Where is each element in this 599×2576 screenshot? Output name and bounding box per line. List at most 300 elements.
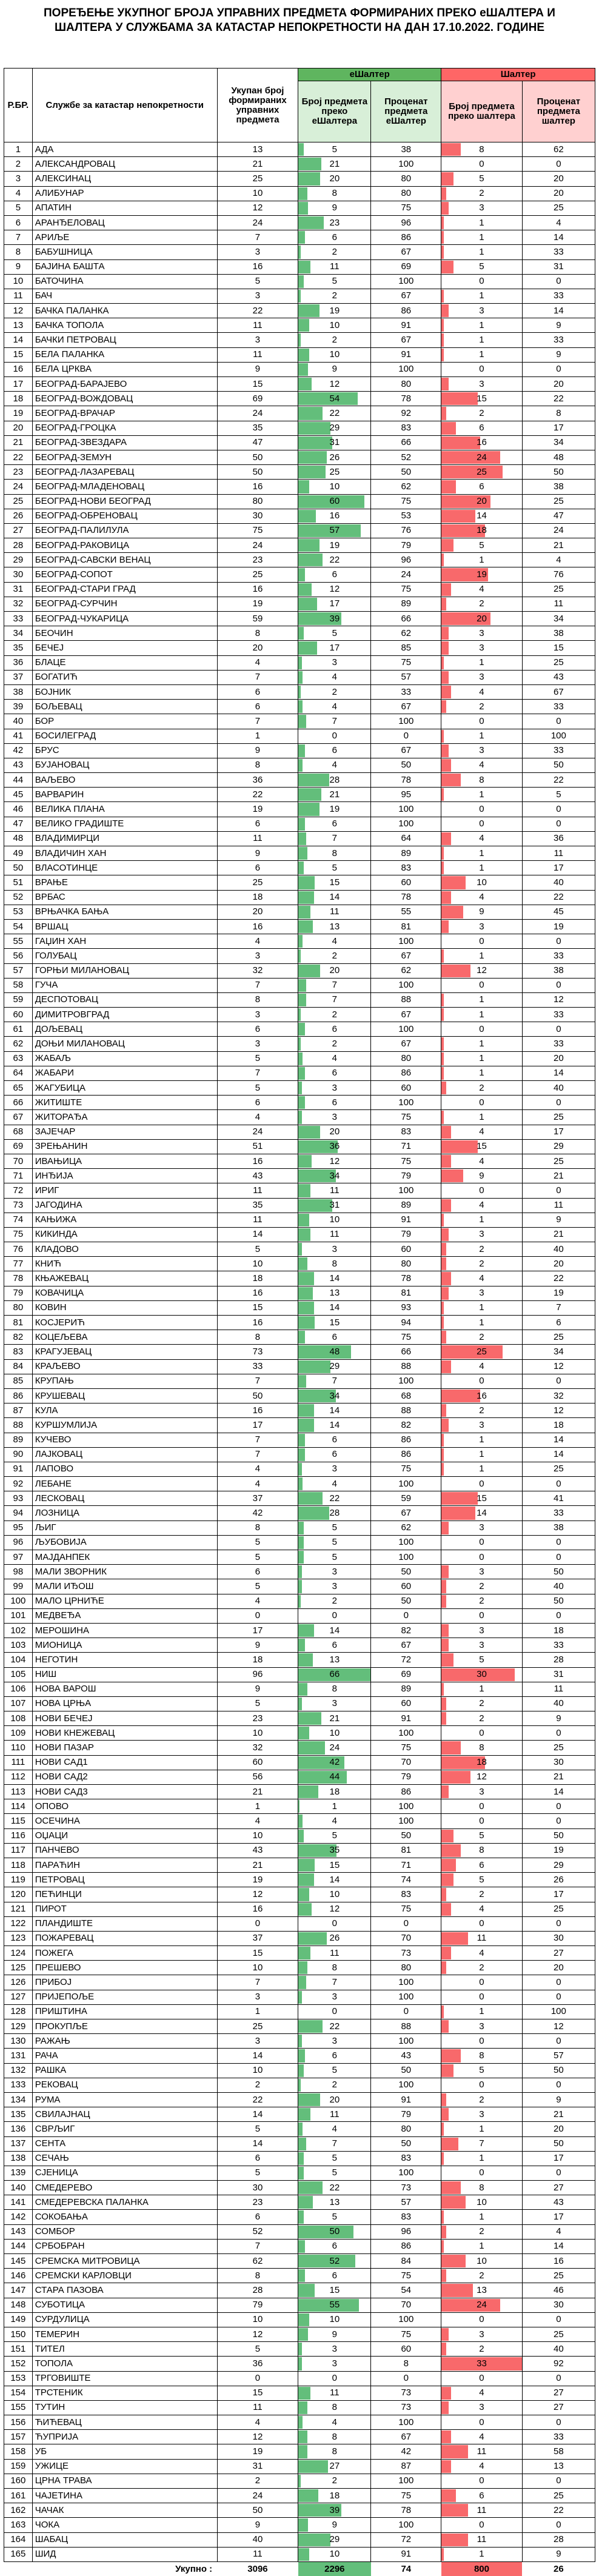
cell-rb: 97: [4, 1550, 33, 1565]
cell-service: АЛЕКСИНАЦ: [32, 172, 217, 186]
table-row: [4, 1388, 595, 1403]
cell-service: БЕЧЕЈ: [32, 641, 217, 655]
cell-s-count-fill: [441, 1785, 449, 1798]
cell-e-count-fill: [298, 1155, 312, 1168]
cell-e-count-value: 3: [332, 1567, 337, 1577]
cell-e-count-value: 42: [329, 1757, 340, 1767]
cell-s-pct: 0: [522, 1022, 595, 1037]
cell-e-count: [298, 1096, 371, 1110]
cell-rb: 68: [4, 1125, 33, 1139]
cell-s-count: [441, 1403, 523, 1418]
cell-total: 19: [217, 802, 298, 817]
cell-s-pct: 30: [522, 1755, 595, 1770]
cell-s-pct: 43: [522, 670, 595, 684]
cell-s-pct: 38: [522, 480, 595, 494]
cell-e-count-value: 3: [332, 1244, 337, 1254]
cell-s-count: [441, 215, 523, 230]
cell-e-count: [298, 2195, 371, 2210]
cell-e-pct: 83: [371, 2151, 441, 2166]
cell-service: ЗРЕЊАНИН: [32, 1139, 217, 1154]
cell-total: 8: [217, 626, 298, 641]
cell-service: КОСЈЕРИЋ: [32, 1316, 217, 1330]
cell-e-pct: 54: [371, 2283, 441, 2298]
cell-rb: 62: [4, 1037, 33, 1051]
cell-s-count: [441, 289, 523, 303]
cell-e-pct: 75: [371, 1741, 441, 1755]
cell-s-count: [441, 1828, 523, 1843]
cell-rb: 60: [4, 1008, 33, 1022]
cell-service: ЖАБАЉ: [32, 1051, 217, 1066]
cell-total: 14: [217, 2049, 298, 2063]
cell-s-pct: 17: [522, 2151, 595, 2166]
cell-s-count-value: 0: [479, 2167, 484, 2178]
cell-s-count-value: 4: [479, 584, 484, 594]
cell-service: НЕГОТИН: [32, 1653, 217, 1667]
cell-service: ЖИТОРАЂА: [32, 1110, 217, 1125]
cell-e-pct: 24: [371, 567, 441, 582]
cell-e-count: [298, 2342, 371, 2357]
cell-service: КОЦЕЉЕВА: [32, 1330, 217, 1345]
cell-e-count: [298, 758, 371, 772]
cell-s-pct: 22: [522, 890, 595, 905]
cell-e-count-fill: [298, 1785, 318, 1798]
cell-e-count-value: 31: [329, 437, 340, 447]
cell-rb: 130: [4, 2034, 33, 2049]
cell-e-count-value: 11: [330, 1948, 340, 1958]
cell-total: 12: [217, 1887, 298, 1902]
cell-rb: 90: [4, 1447, 33, 1462]
cell-s-count: [441, 1770, 523, 1784]
cell-s-count-fill: [441, 231, 444, 244]
cell-e-count-value: 4: [332, 760, 337, 770]
cell-e-count-value: 21: [329, 159, 340, 169]
cell-service: БАЧ: [32, 289, 217, 303]
cell-s-pct: 11: [522, 597, 595, 611]
cell-e-count-fill: [298, 1551, 304, 1564]
cell-s-count-value: 5: [479, 2065, 484, 2075]
cell-s-count: [441, 1139, 523, 1154]
cell-s-count-value: 2: [479, 1698, 484, 1708]
cell-e-pct: 68: [371, 1388, 441, 1403]
cell-s-count-value: 0: [479, 2036, 484, 2046]
cell-e-pct: 62: [371, 1521, 441, 1535]
cell-s-pct: 25: [522, 201, 595, 215]
cell-e-count: [298, 582, 371, 597]
cell-service: КИКИНДА: [32, 1227, 217, 1242]
cell-total: 52: [217, 2224, 298, 2239]
cell-e-pct: 100: [371, 274, 441, 289]
cell-e-count: [298, 1271, 371, 1286]
cell-s-count: [441, 684, 523, 699]
cell-s-count-value: 0: [479, 1977, 484, 1987]
cell-e-count-fill: [298, 1257, 307, 1270]
cell-e-count-value: 24: [329, 1742, 340, 1753]
cell-e-count-value: 0: [332, 1610, 337, 1621]
cell-service: ЛЕБАНЕ: [32, 1477, 217, 1491]
table-row: [4, 2107, 595, 2122]
cell-service: ПРИЈЕПОЉЕ: [32, 1990, 217, 2004]
cell-rb: 117: [4, 1843, 33, 1858]
cell-s-count-value: 13: [477, 2285, 487, 2295]
cell-s-count-fill: [441, 1199, 451, 1212]
cell-s-count-fill: [441, 1683, 444, 1696]
cell-rb: 12: [4, 304, 33, 318]
cell-e-pct: 50: [371, 2136, 441, 2151]
cell-rb: 55: [4, 934, 33, 949]
cell-e-count-value: 4: [332, 936, 337, 946]
cell-e-pct: 73: [371, 2400, 441, 2415]
cell-s-count: [441, 1183, 523, 1198]
cell-s-pct: 0: [522, 2371, 595, 2386]
table-row: [4, 1403, 595, 1418]
cell-e-count-value: 8: [332, 2446, 337, 2457]
table-row: [4, 1873, 595, 1887]
cell-e-count: [298, 831, 371, 846]
cell-total: 96: [217, 1667, 298, 1682]
cell-e-count-value: 31: [329, 1200, 340, 1210]
cell-s-pct: 14: [522, 1447, 595, 1462]
cell-e-count-fill: [298, 1698, 301, 1710]
cell-s-count: [441, 1755, 523, 1770]
cell-total: 6: [217, 700, 298, 714]
cell-s-count-value: 3: [479, 1640, 484, 1650]
cell-s-count: [441, 1535, 523, 1550]
cell-s-count-fill: [441, 759, 451, 772]
cell-e-count-value: 6: [332, 2050, 337, 2061]
cell-e-count-value: 13: [329, 1654, 340, 1665]
cell-e-pct: 81: [371, 1843, 441, 1858]
cell-s-pct: 33: [522, 1037, 595, 1051]
cell-e-count-fill: [298, 1008, 301, 1021]
cell-e-count-value: 6: [332, 745, 337, 755]
cell-e-count-fill: [298, 2226, 353, 2238]
table-row: [4, 1477, 595, 1491]
cell-s-pct: 0: [522, 1799, 595, 1814]
cell-e-count-fill: [298, 979, 306, 992]
cell-e-count: [298, 626, 371, 641]
cell-s-count-fill: [441, 407, 446, 420]
cell-rb: 127: [4, 1990, 33, 2004]
cell-s-count-value: 4: [479, 2461, 484, 2471]
cell-e-count-fill: [298, 333, 301, 346]
cell-s-count: [441, 362, 523, 376]
cell-s-count-value: 3: [479, 1288, 484, 1298]
cell-s-pct: 57: [522, 2049, 595, 2063]
cell-e-count: [298, 846, 371, 861]
cell-e-count-fill: [298, 1419, 313, 1431]
cell-e-count-fill: [298, 261, 310, 273]
cell-e-pct: 88: [371, 1359, 441, 1374]
cell-s-count-fill: [441, 1404, 446, 1417]
cell-s-count: [441, 641, 523, 655]
cell-total: 9: [217, 2518, 298, 2532]
table-row: [4, 2049, 595, 2063]
cell-e-count-fill: [298, 598, 317, 611]
table-row: [4, 2430, 595, 2444]
cell-s-count-value: 12: [477, 965, 487, 975]
cell-s-count: [441, 2210, 523, 2224]
cell-s-pct: 40: [522, 1579, 595, 1594]
table-row: [4, 333, 595, 347]
cell-e-count-fill: [298, 1316, 315, 1329]
table-row: [4, 2136, 595, 2151]
cell-e-count-fill: [298, 994, 306, 1006]
cell-s-pct: 0: [522, 1726, 595, 1741]
cell-s-pct: 17: [522, 861, 595, 875]
cell-total: 3: [217, 333, 298, 347]
cell-e-pct: 67: [371, 289, 441, 303]
cell-s-count-fill: [441, 319, 444, 332]
cell-total: 17: [217, 1623, 298, 1638]
cell-rb: 42: [4, 743, 33, 758]
cell-s-pct: 33: [522, 1638, 595, 1653]
cell-e-count-value: 10: [329, 1728, 340, 1738]
table-row: [4, 230, 595, 245]
cell-s-pct: 6: [522, 1316, 595, 1330]
cell-e-count-fill: [298, 1873, 313, 1886]
cell-e-pct: 80: [371, 1051, 441, 1066]
cell-e-count-fill: [298, 568, 305, 581]
cell-s-pct: 0: [522, 934, 595, 949]
cell-rb: 10: [4, 274, 33, 289]
cell-e-count: [298, 1447, 371, 1462]
cell-e-pct: 82: [371, 1623, 441, 1638]
totals-e-pct: 74: [371, 2561, 441, 2576]
cell-rb: 157: [4, 2430, 33, 2444]
cell-e-pct: 67: [371, 1037, 441, 1051]
cell-service: МАЛИ ЗВОРНИК: [32, 1565, 217, 1579]
cell-s-count-value: 0: [479, 1801, 484, 1812]
cell-total: 7: [217, 1975, 298, 1990]
cell-e-count: [298, 465, 371, 480]
table-row: [4, 435, 595, 450]
cell-e-count: [298, 1154, 371, 1168]
cell-service: БАЧКА ТОПОЛА: [32, 318, 217, 333]
cell-e-count-value: 11: [330, 1185, 340, 1196]
cell-s-count-value: 0: [479, 1918, 484, 1929]
cell-total: 24: [217, 538, 298, 553]
cell-s-count-value: 3: [479, 1229, 484, 1239]
table-row: [4, 641, 595, 655]
table-row: [4, 1696, 595, 1711]
cell-rb: 88: [4, 1418, 33, 1433]
cell-s-count-fill: [441, 847, 444, 860]
cell-e-count: [298, 377, 371, 392]
table-row: [4, 1975, 595, 1990]
cell-s-count-value: 8: [479, 2183, 484, 2193]
cell-service: ВЛАДИМИРЦИ: [32, 831, 217, 846]
cell-s-count: [441, 553, 523, 567]
table-row: [4, 1345, 595, 1359]
cell-rb: 153: [4, 2371, 33, 2386]
cell-e-pct: 83: [371, 1125, 441, 1139]
cell-e-count-fill: [298, 2108, 310, 2121]
cell-s-count-value: 1: [479, 247, 484, 257]
table-row: [4, 2400, 595, 2415]
cell-s-count-value: 1: [479, 320, 484, 330]
cell-e-count-value: 15: [329, 1860, 340, 1870]
cell-e-pct: 75: [371, 2327, 441, 2341]
cell-s-pct: 9: [522, 2547, 595, 2561]
table-row: [4, 2312, 595, 2327]
cell-e-pct: 42: [371, 2444, 441, 2459]
cell-s-pct: 62: [522, 142, 595, 157]
cell-e-count-value: 13: [329, 1288, 340, 1298]
cell-s-count-value: 10: [477, 2256, 487, 2266]
cell-total: 7: [217, 2239, 298, 2253]
cell-service: БЕОГРАД-НОВИ БЕОГРАД: [32, 494, 217, 509]
cell-total: 47: [217, 435, 298, 450]
cell-service: БЕОГРАД-ЗЕМУН: [32, 450, 217, 464]
cell-s-pct: 100: [522, 729, 595, 743]
cell-e-count-fill: [298, 363, 308, 376]
cell-rb: 44: [4, 773, 33, 788]
cell-e-count: [298, 2210, 371, 2224]
cell-e-count-value: 7: [332, 716, 337, 726]
cell-total: 6: [217, 1022, 298, 1037]
table-row: [4, 2298, 595, 2312]
cell-rb: 51: [4, 875, 33, 890]
cell-s-pct: 27: [522, 2181, 595, 2195]
cell-e-pct: 75: [371, 2489, 441, 2503]
cell-rb: 94: [4, 1506, 33, 1521]
cell-s-count-fill: [441, 1653, 453, 1666]
table-row: [4, 597, 595, 611]
cell-e-count-value: 6: [332, 1068, 337, 1078]
cell-e-count-value: 9: [332, 2329, 337, 2340]
cell-s-count-value: 4: [479, 1361, 484, 1371]
cell-total: 4: [217, 1814, 298, 1828]
cell-s-pct: 9: [522, 318, 595, 333]
cell-total: 24: [217, 215, 298, 230]
cell-service: СЕЧАЊ: [32, 2151, 217, 2166]
cell-s-pct: 25: [522, 1741, 595, 1755]
cell-total: 75: [217, 523, 298, 538]
cell-e-count: [298, 788, 371, 802]
cell-e-count-fill: [298, 2534, 330, 2546]
cell-service: СРЕМСКИ КАРЛОВЦИ: [32, 2269, 217, 2283]
cell-e-count: [298, 538, 371, 553]
cell-s-count-value: 0: [479, 159, 484, 169]
cell-s-count-value: 4: [479, 833, 484, 843]
cell-service: БЕОЧИН: [32, 626, 217, 641]
cell-s-count-fill: [441, 2534, 468, 2546]
cell-total: 7: [217, 1447, 298, 1462]
cell-e-pct: 60: [371, 1579, 441, 1594]
cell-s-count-value: 10: [477, 877, 487, 888]
cell-e-count: [298, 2019, 371, 2034]
cell-service: КРУШЕВАЦ: [32, 1388, 217, 1403]
cell-e-count: [298, 670, 371, 684]
cell-s-count: [441, 1946, 523, 1961]
cell-s-pct: 0: [522, 362, 595, 376]
cell-s-count-fill: [441, 1140, 478, 1153]
cell-rb: 149: [4, 2312, 33, 2327]
cell-total: 16: [217, 1403, 298, 1418]
table-row: [4, 215, 595, 230]
cell-s-count-value: 1: [479, 290, 484, 301]
cell-rb: 125: [4, 1961, 33, 1975]
cell-total: 36: [217, 2357, 298, 2371]
cell-e-count: [298, 494, 371, 509]
cell-s-pct: 46: [522, 2283, 595, 2298]
cell-total: 19: [217, 597, 298, 611]
cell-s-count-value: 4: [479, 1904, 484, 1914]
cell-e-count: [298, 1462, 371, 1476]
cell-rb: 75: [4, 1227, 33, 1242]
cell-service: ЧАЈЕТИНА: [32, 2489, 217, 2503]
table-row: [4, 1022, 595, 1037]
cell-s-count: [441, 1565, 523, 1579]
cell-service: БЛАЦЕ: [32, 655, 217, 670]
cell-s-count-value: 25: [477, 467, 487, 477]
cell-service: БЕОГРАД-ВОЖДОВАЦ: [32, 392, 217, 406]
cell-s-count-value: 2: [479, 1581, 484, 1591]
cell-s-count-fill: [441, 304, 449, 317]
cell-s-pct: 25: [522, 1330, 595, 1345]
cell-e-count-value: 9: [332, 202, 337, 213]
table-row: [4, 582, 595, 597]
cell-total: 8: [217, 992, 298, 1007]
cell-e-count-value: 5: [332, 1830, 337, 1841]
cell-rb: 156: [4, 2415, 33, 2430]
cell-e-count: [298, 215, 371, 230]
cell-e-pct: 79: [371, 538, 441, 553]
cell-e-count-fill: [298, 1903, 312, 1916]
cell-e-count-value: 4: [332, 2124, 337, 2134]
cell-s-count-value: 2: [479, 1713, 484, 1724]
cell-e-count-value: 0: [332, 1918, 337, 1929]
cell-e-count: [298, 1696, 371, 1711]
cell-s-count-value: 3: [479, 1787, 484, 1797]
cell-rb: 61: [4, 1022, 33, 1037]
cell-s-count: [441, 2151, 523, 2166]
cell-service: ОПОВО: [32, 1799, 217, 1814]
cell-rb: 64: [4, 1066, 33, 1080]
cell-s-pct: 34: [522, 1345, 595, 1359]
cell-s-pct: 21: [522, 1770, 595, 1784]
cell-service: КРАЉЕВО: [32, 1359, 217, 1374]
cell-service: ТРГОВИШТЕ: [32, 2371, 217, 2386]
cell-s-count: [441, 1843, 523, 1858]
table-row: [4, 1961, 595, 1975]
cell-service: ДЕСПОТОВАЦ: [32, 992, 217, 1007]
title-line-1: ПОРЕЂЕЊЕ УКУПНОГ БРОЈА УПРАВНИХ ПРЕДМЕТА ФОРМИРАНИХ ПРЕКО еШАЛТЕРА И: [0, 6, 599, 21]
cell-s-count: [441, 1316, 523, 1330]
cell-s-pct: 31: [522, 1667, 595, 1682]
cell-s-count: [441, 494, 523, 509]
cell-s-count-value: 0: [479, 2520, 484, 2530]
cell-total: 50: [217, 1388, 298, 1403]
table-row: [4, 1462, 595, 1476]
cell-rb: 77: [4, 1257, 33, 1271]
cell-s-count: [441, 743, 523, 758]
cell-service: ЗАЈЕЧАР: [32, 1125, 217, 1139]
cell-e-count-value: 2: [332, 2475, 337, 2486]
cell-rb: 74: [4, 1213, 33, 1227]
cell-s-pct: 50: [522, 758, 595, 772]
table-row: [4, 2386, 595, 2400]
cell-e-pct: 75: [371, 1154, 441, 1168]
cell-s-pct: 11: [522, 1682, 595, 1696]
totals-label: Укупно :: [4, 2561, 218, 2576]
table-row: [4, 2210, 595, 2224]
cell-e-count-value: 17: [329, 643, 340, 653]
cell-e-count-value: 6: [332, 1024, 337, 1034]
cell-total: 73: [217, 1345, 298, 1359]
cell-e-pct: 86: [371, 2239, 441, 2253]
cell-rb: 45: [4, 788, 33, 802]
